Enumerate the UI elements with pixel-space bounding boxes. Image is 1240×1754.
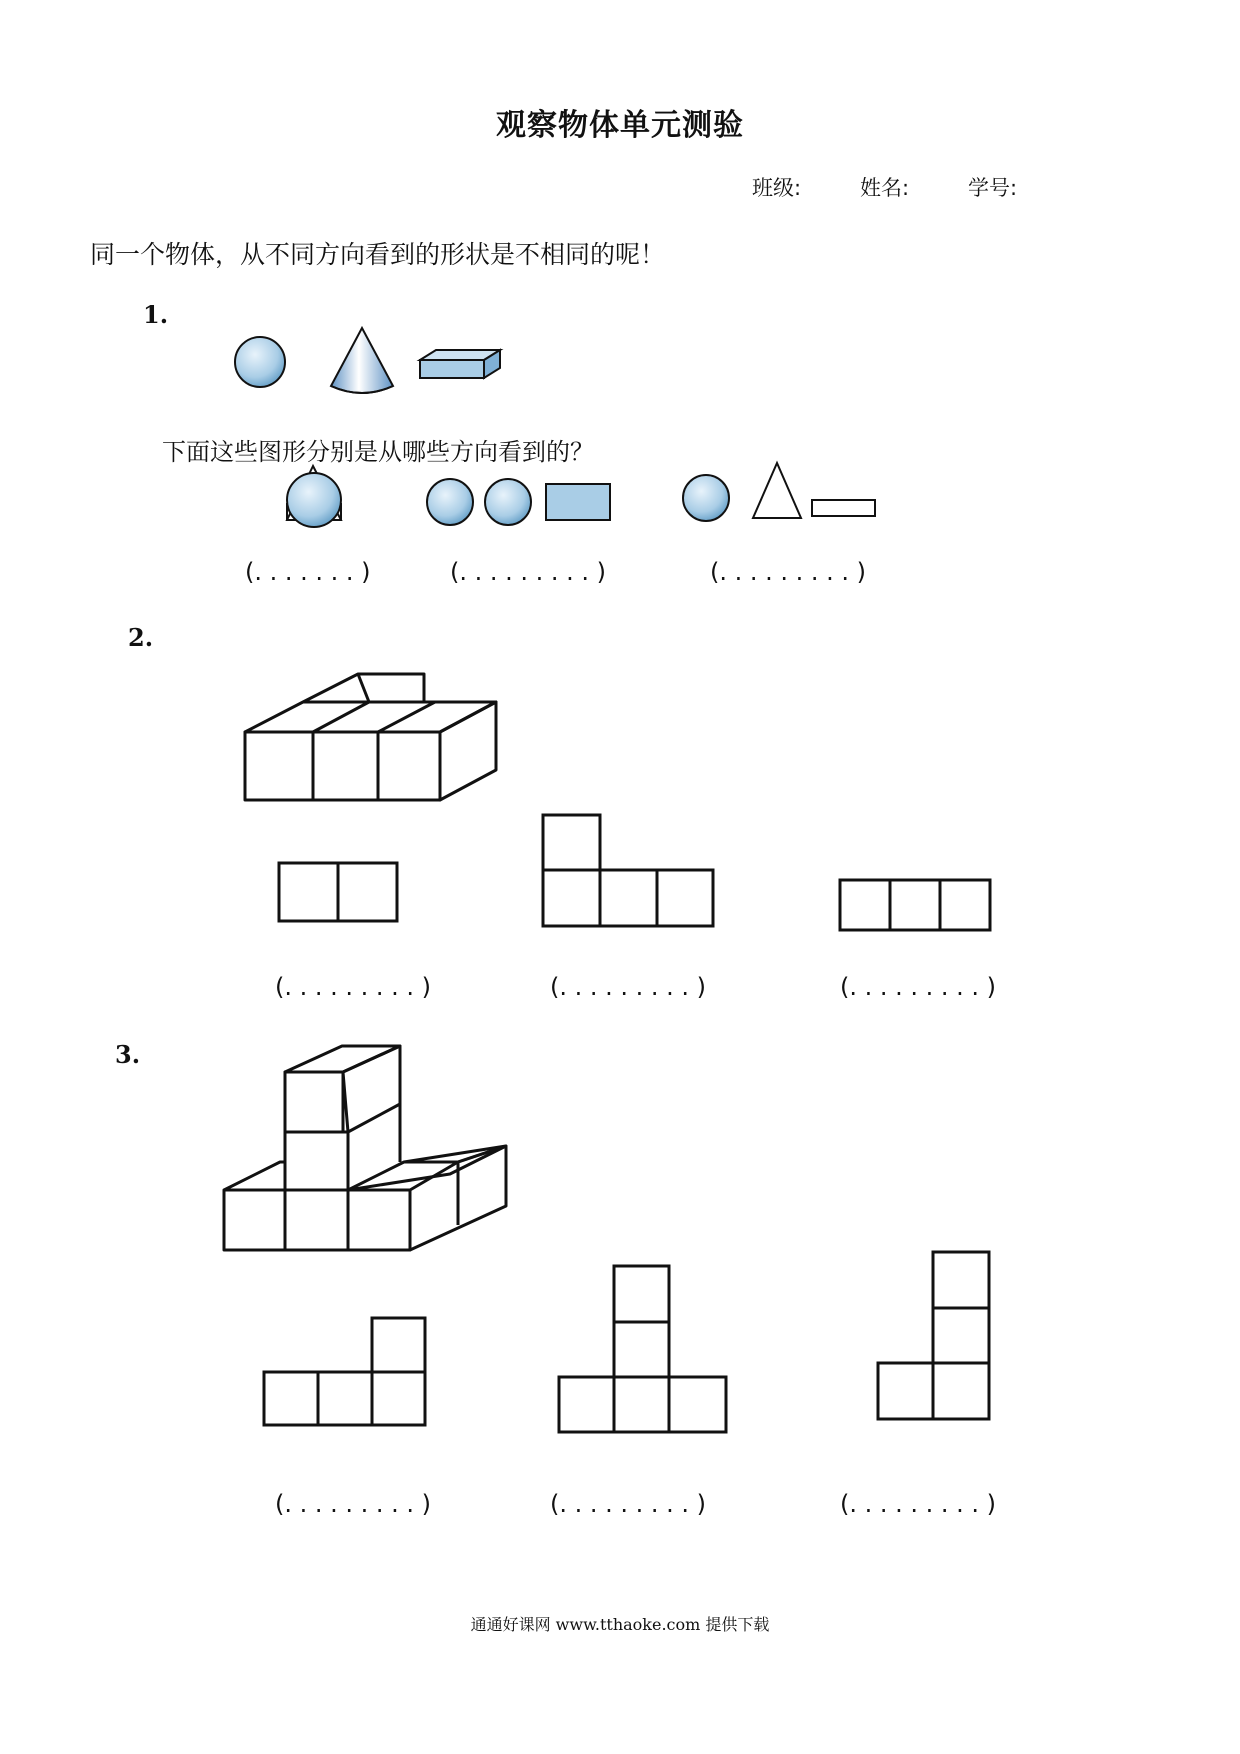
question-1-prompt: 下面这些图形分别是从哪些方向看到的？ [162, 438, 594, 466]
view-group-1b [427, 479, 610, 525]
answer-blank-2a[interactable]: (. . . . . . . . . ) [275, 973, 432, 1001]
answer-blank-1c[interactable]: (. . . . . . . . . ) [710, 558, 867, 586]
view-2a [279, 863, 397, 921]
answer-blank-2b[interactable]: (. . . . . . . . . ) [550, 973, 707, 1001]
question-1-number: 1. [143, 300, 169, 329]
cube-stack-3 [224, 1046, 506, 1250]
view-group-1c [683, 463, 875, 521]
view-3c [878, 1252, 989, 1419]
intro-text: 同一个物体，从不同方向看到的形状是不相同的呢！ [90, 240, 666, 269]
answer-blank-3c[interactable]: (. . . . . . . . . ) [840, 1490, 997, 1518]
class-label: 班级: [752, 176, 802, 200]
cuboid-figure [420, 350, 500, 378]
student-number-label: 学号: [968, 176, 1018, 200]
answer-blank-2c[interactable]: (. . . . . . . . . ) [840, 973, 997, 1001]
cone-figure [331, 328, 393, 393]
question-2-number: 2. [128, 623, 154, 652]
answer-blank-3b[interactable]: (. . . . . . . . . ) [550, 1490, 707, 1518]
sphere-figure [235, 337, 285, 387]
view-2b [543, 815, 713, 926]
answer-blank-1a[interactable]: (. . . . . . . ) [245, 558, 371, 586]
name-label: 姓名: [860, 176, 910, 200]
view-3b [559, 1266, 726, 1432]
view-2c [840, 880, 990, 930]
view-3a [264, 1318, 425, 1425]
footer-credit: 通通好课网 www.tthaoke.com 提供下载 [470, 1615, 770, 1634]
view-group-1a [287, 466, 341, 527]
cube-stack-2 [245, 674, 496, 800]
answer-blank-3a[interactable]: (. . . . . . . . . ) [275, 1490, 432, 1518]
page-title: 观察物体单元测验 [496, 108, 744, 143]
answer-blank-1b[interactable]: (. . . . . . . . . ) [450, 558, 607, 586]
question-3-number: 3. [115, 1040, 141, 1069]
